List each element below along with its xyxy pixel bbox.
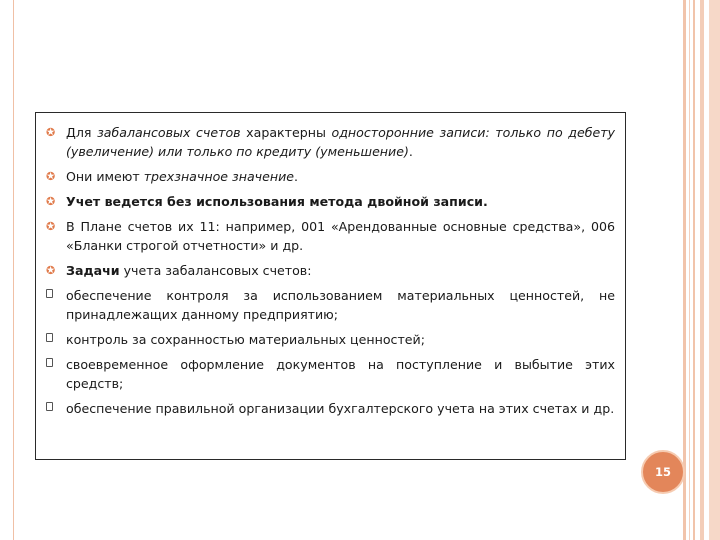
list-item: ✪ Для забалансовых счетов характерны односторонние записи: только по дебету (увеличение) или только по кредиту (уменьшение).	[46, 125, 615, 159]
sub-list-item: обеспечение правильной организации бухгалтерского учета на этих счетах и др.	[46, 399, 615, 418]
sub-list-item: своевременное оформление документов на поступление и выбытие этих средств;	[46, 355, 615, 393]
right-border-stripe	[709, 0, 720, 540]
right-border-stripe	[700, 0, 704, 540]
list-item: ✪ Учет ведется без использования метода двойной записи.	[46, 194, 488, 209]
bullet-icon: ✪	[46, 264, 56, 277]
sub-list-item: обеспечение контроля за использованием материальных ценностей, не принадлежащих данному предприятию;	[46, 286, 615, 324]
content-box	[35, 112, 626, 460]
bullet-icon: ✪	[46, 220, 56, 233]
list-item: ✪ В Плане счетов их 11: например, 001 «Арендованные основные средства», 006 «Бланки строгой отчетности» и др.	[46, 219, 615, 253]
right-border-stripe	[693, 0, 695, 540]
page-number: 15	[654, 465, 671, 479]
page-number-badge	[641, 450, 685, 494]
bullet-icon: ✪	[46, 126, 56, 139]
square-bullet-icon	[46, 333, 53, 342]
right-border-stripe	[683, 0, 686, 540]
square-bullet-icon	[46, 289, 53, 298]
bullet-icon: ✪	[46, 170, 56, 183]
list-item: ✪ Задачи учета забалансовых счетов:	[46, 263, 312, 278]
square-bullet-icon	[46, 358, 53, 367]
right-border-stripe	[689, 0, 690, 540]
list-item: ✪ Они имеют трехзначное значение.	[46, 169, 299, 184]
square-bullet-icon	[46, 402, 53, 411]
sub-list-item: контроль за сохранностью материальных ценностей;	[46, 330, 615, 349]
bullet-icon: ✪	[46, 195, 56, 208]
left-border-line	[13, 0, 14, 540]
